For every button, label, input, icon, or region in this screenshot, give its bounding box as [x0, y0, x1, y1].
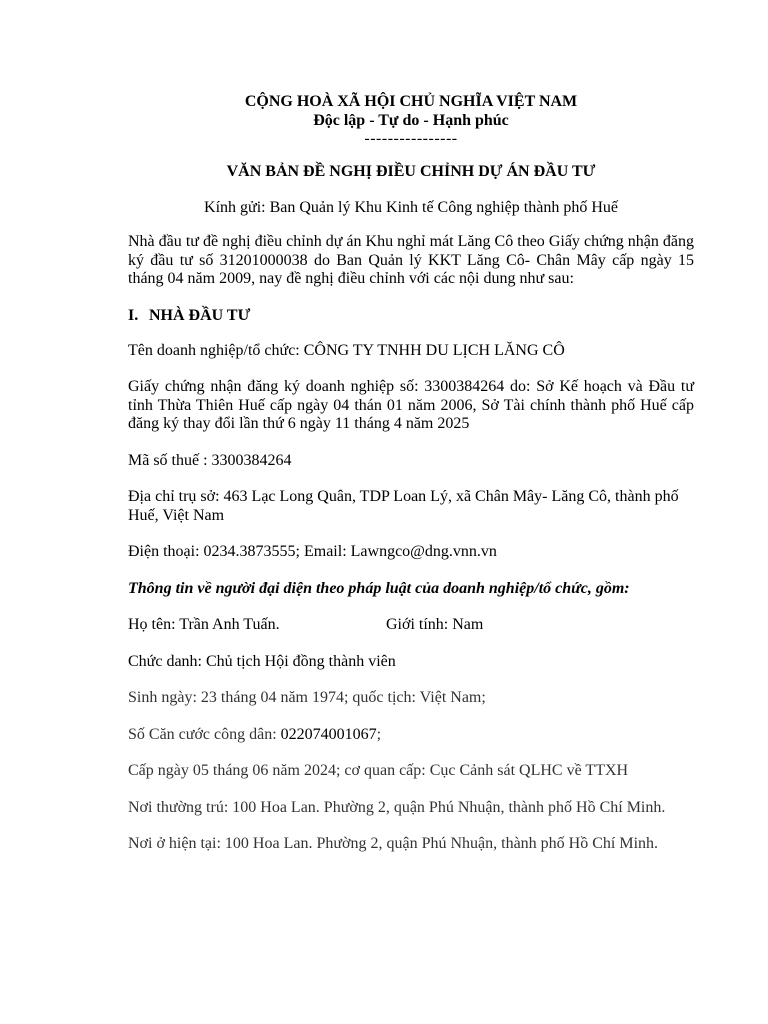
id-suffix: ;: [376, 725, 382, 743]
header-separator: ----------------: [364, 130, 458, 147]
representative-name-row: [128, 616, 694, 635]
representative-id-issued: Cấp ngày 05 tháng 06 năm 2024; cơ quan cấp: Cục Cảnh sát QLHC về TTXH: [128, 762, 629, 779]
recipient-line: Kính gửi: Ban Quản lý Khu Kinh tế Công nghiệp thành phố Huế: [204, 199, 618, 216]
document-body: [128, 92, 694, 854]
national-motto: Độc lập - Tự do - Hạnh phúc: [313, 112, 509, 129]
representative-permanent-address: Nơi thường trú: 100 Hoa Lan. Phường 2, quận Phú Nhuận, thành phố Hồ Chí Minh.: [128, 798, 666, 816]
section-number: I.: [128, 306, 139, 324]
representative-gender: Giới tính: Nam: [386, 616, 484, 633]
representative-name: Họ tên: Trần Anh Tuấn.: [128, 616, 280, 633]
representative-heading: Thông tin về người đại diện theo pháp luật của doanh nghiệp/tổ chức, gồm:: [128, 579, 630, 597]
representative-id-line: [128, 726, 694, 745]
document-title: VĂN BẢN ĐỀ NGHỊ ĐIỀU CHỈNH DỰ ÁN ĐẦU TƯ: [226, 163, 596, 180]
section-heading-text: NHÀ ĐẦU TƯ: [149, 306, 251, 324]
national-title: CỘNG HOÀ XÃ HỘI CHỦ NGHĨA VIỆT NAM: [244, 93, 578, 110]
intro-paragraph: Nhà đầu tư đề nghị điều chỉnh dự án Khu nghỉ mát Lăng Cô theo Giấy chứng nhận đăng ký đầu tư số 31201000038 do Ban Quản lý KKT Lăng Cô- Chân Mây cấp ngày 15 tháng 04 năm 2009, nay đề nghị điều chỉnh với các nội dung như sau:: [128, 233, 694, 287]
contact-line: Điện thoại: 0234.3873555; Email: Lawngco@dng.vnn.vn: [128, 543, 497, 560]
section-heading-investor: [128, 306, 694, 325]
representative-position: Chức danh: Chủ tịch Hội đồng thành viên: [128, 652, 396, 670]
tax-code-line: Mã số thuế : 3300384264: [128, 451, 292, 469]
registration-paragraph: Giấy chứng nhận đăng ký doanh nghiệp số: 3300384264 do: Sở Kế hoạch và Đầu tư tỉnh Thừa Thiên Huế cấp ngày 04 thán 01 năm 2006, Sở Tài chính thành phố Huế cấp đăng ký thay đổi lần thứ 6 ngày 11 tháng 4 năm 2025: [128, 378, 694, 432]
company-name-line: Tên doanh nghiệp/tổ chức: CÔNG TY TNHH DU LỊCH LĂNG CÔ: [128, 341, 565, 359]
representative-current-address: Nơi ở hiện tại: 100 Hoa Lan. Phường 2, quận Phú Nhuận, thành phố Hồ Chí Minh.: [128, 835, 659, 852]
representative-birth: Sinh ngày: 23 tháng 04 năm 1974; quốc tịch: Việt Nam;: [128, 689, 486, 706]
id-number: 022074001067: [280, 725, 377, 743]
address-paragraph: Địa chỉ trụ sở: 463 Lạc Long Quân, TDP Loan Lý, xã Chân Mây- Lăng Cô, thành phố Huế, Việt Nam: [128, 488, 679, 524]
id-label: Số Căn cước công dân:: [128, 725, 281, 743]
